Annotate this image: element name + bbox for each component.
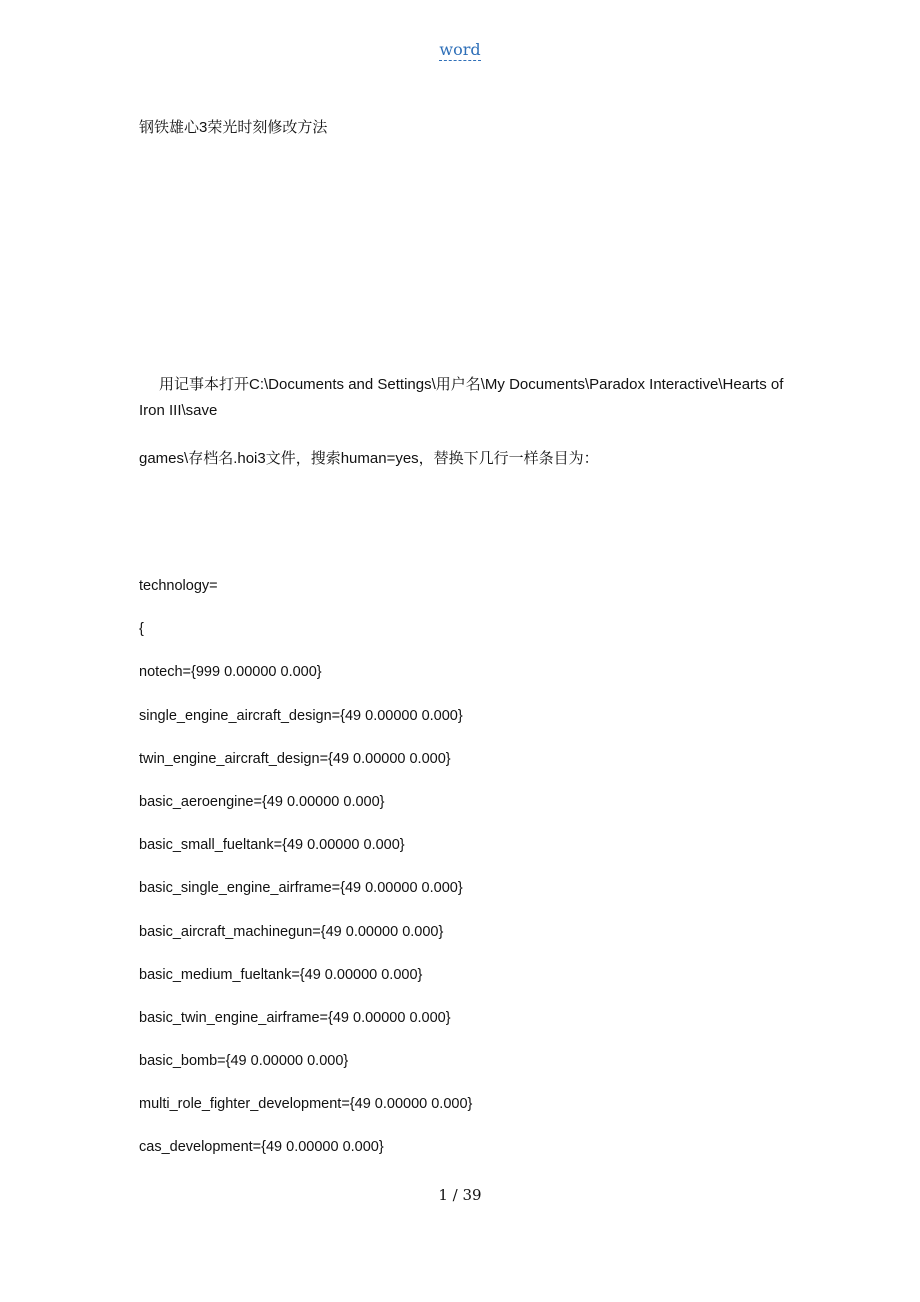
code-line: { <box>139 621 144 638</box>
code-line: basic_aeroengine={49 0.00000 0.000} <box>139 793 385 810</box>
code-line: basic_small_fueltank={49 0.00000 0.000} <box>139 837 405 854</box>
code-line: basic_medium_fueltank={49 0.00000 0.000} <box>139 966 423 983</box>
intro-paragraph-continued: games\存档名.hoi3文件，搜索human=yes，替换下几行一样条目为： <box>139 450 599 467</box>
code-line: notech={999 0.00000 0.000} <box>139 664 322 681</box>
code-line: cas_development={49 0.00000 0.000} <box>139 1139 384 1156</box>
code-line: twin_engine_aircraft_design={49 0.00000 0.000} <box>139 750 451 767</box>
code-line: basic_twin_engine_airframe={49 0.00000 0.000} <box>139 1009 451 1026</box>
header-word-link[interactable] <box>0 40 920 59</box>
code-line: basic_aircraft_machinegun={49 0.00000 0.000} <box>139 923 444 940</box>
code-line: basic_bomb={49 0.00000 0.000} <box>139 1053 349 1070</box>
code-line: multi_role_fighter_development={49 0.00000 0.000} <box>139 1096 473 1113</box>
page-indicator: 1 / 39 <box>438 1186 482 1204</box>
intro-paragraph: 用记事本打开C:\Documents and Settings\用户名\My Documents\Paradox Interactive\Hearts of Iron III\save <box>139 376 784 419</box>
code-line: single_engine_aircraft_design={49 0.00000 0.000} <box>139 707 463 724</box>
header-link-text: word <box>439 40 481 59</box>
code-block <box>139 573 472 1178</box>
document-title: 钢铁雄心3荣光时刻修改方法 <box>139 119 328 136</box>
code-line: basic_single_engine_airframe={49 0.00000 0.000} <box>139 880 463 897</box>
code-line: technology= <box>139 578 218 594</box>
